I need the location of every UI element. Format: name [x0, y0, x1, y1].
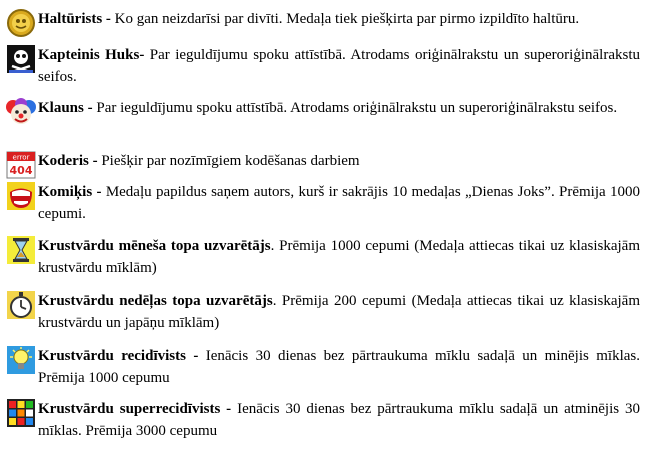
medal-title: Koderis - — [38, 153, 98, 169]
medal-entry — [6, 398, 640, 442]
svg-text:404: 404 — [9, 164, 33, 177]
medal-title: Kapteinis Huks- — [38, 47, 145, 63]
medal-entry — [6, 97, 640, 127]
medal-entry — [6, 150, 640, 180]
medal-title: Krustvārdu mēneša topa uzvarētājs — [38, 238, 271, 254]
medal-description: Piešķir par nozīmīgiem kodēšanas darbiem — [97, 153, 360, 169]
medal-description: Ko gan neizdarīsi par divīti. Medaļa tiek piešķirta par pirmo izpildīto haltūru. — [110, 11, 580, 27]
medal-description: Ienācis 30 dienas bez pārtraukuma mīklu sadaļā un atminējis 30 mīklas. Prēmija 3000 cepumu — [38, 401, 640, 439]
medal-entry — [6, 235, 640, 279]
laughing-mouth-icon — [6, 181, 36, 211]
lightbulb-icon — [6, 345, 36, 375]
rubiks-cube-icon — [6, 398, 36, 428]
medal-entry — [6, 345, 640, 389]
medal-description: . Prēmija 200 cepumi (Medaļa attiecas tikai uz klasiskajām krustvārdu un japāņu mīklām) — [38, 293, 640, 331]
hourglass-icon — [6, 235, 36, 265]
medal-description: Medaļu papildus saņem autors, kurš ir sakrājis 10 medaļas „Dienas Joks”. Prēmija 1000 cepumi. — [38, 184, 640, 222]
svg-text:error: error — [12, 153, 30, 162]
error-404-icon — [6, 150, 36, 180]
clown-icon — [6, 97, 36, 127]
medal-description: Par ieguldījumu spoku attīstībā. Atrodams oriģinālrakstu un superoriģinālrakstu seifos. — [92, 100, 618, 116]
medal-title: Haltūrists - — [38, 11, 111, 27]
pirate-flag-icon — [6, 44, 36, 74]
medal-entry — [6, 8, 640, 38]
medal-entry — [6, 181, 640, 225]
medal-title: Klauns - — [38, 100, 93, 116]
medal-description: Ienācis 30 dienas bez pārtraukuma mīklu sadaļā un minējis mīklas. Prēmija 1000 cepumu — [38, 348, 640, 386]
medal-title: Krustvārdu superrecidīvists - — [38, 401, 232, 417]
medal-title: Komiķis - — [38, 184, 102, 200]
coin-medal-icon — [6, 8, 36, 38]
stopwatch-icon — [6, 290, 36, 320]
medal-description: Par ieguldījumu spoku attīstībā. Atrodams oriģinālrakstu un superoriģinālrakstu seifos. — [38, 47, 640, 85]
medal-title: Krustvārdu recidīvists - — [38, 348, 199, 364]
medal-entry — [6, 290, 640, 334]
medal-entry — [6, 44, 640, 88]
medal-title: Krustvārdu nedēļas topa uzvarētājs — [38, 293, 273, 309]
medal-description: . Prēmija 1000 cepumi (Medaļa attiecas tikai uz klasiskajām krustvārdu mīklām) — [38, 238, 640, 276]
